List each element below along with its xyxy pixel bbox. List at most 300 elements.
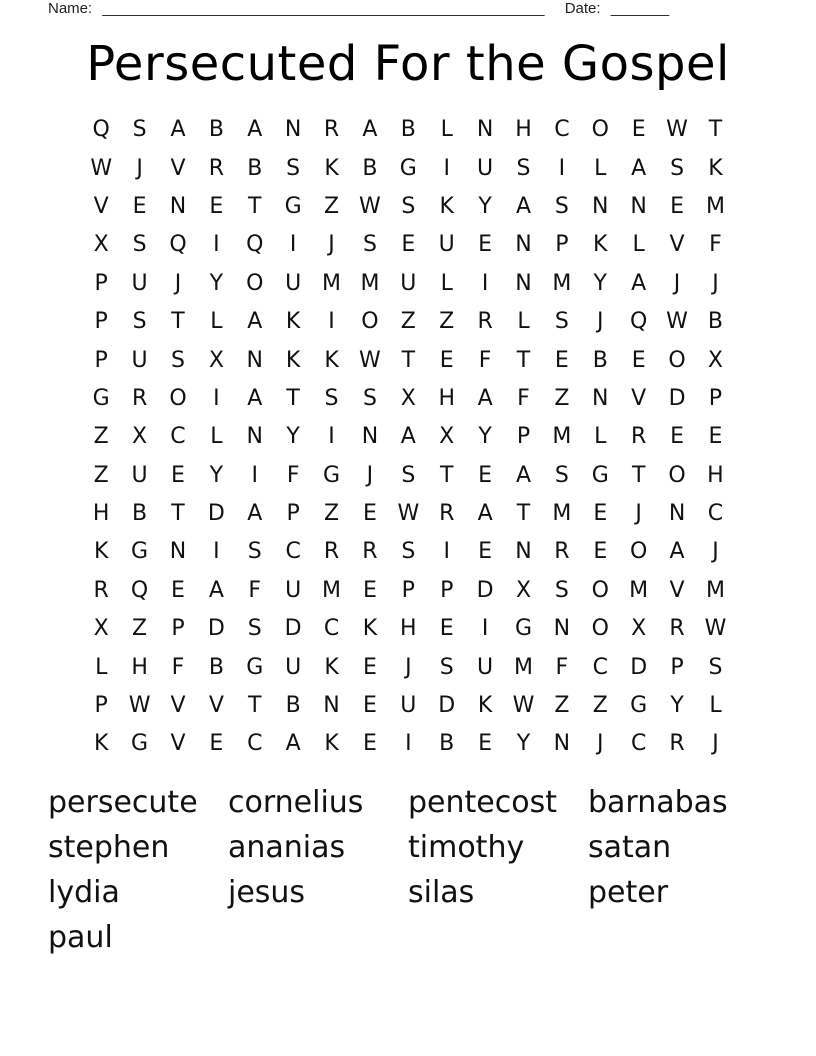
date-blank-field[interactable]: _______: [610, 0, 670, 17]
grid-letter: K: [593, 232, 608, 258]
grid-letter: I: [213, 539, 220, 565]
date-label: Date:: [564, 0, 601, 17]
name-date-line: [48, 0, 669, 18]
grid-letter: F: [555, 654, 569, 680]
grid-letter: T: [516, 501, 531, 527]
grid-letter: K: [324, 731, 339, 757]
grid-letter: W: [359, 347, 381, 373]
grid-letter: N: [515, 232, 532, 258]
grid-letter: V: [631, 385, 647, 411]
grid-letter: S: [286, 155, 301, 181]
grid-letter: X: [208, 347, 224, 373]
grid-letter: D: [284, 616, 302, 642]
grid-letter: E: [171, 462, 185, 488]
grid-letter: P: [94, 693, 108, 719]
grid-letter: G: [591, 462, 609, 488]
grid-letter: X: [400, 385, 416, 411]
grid-letter: W: [359, 193, 381, 219]
grid-letter: Z: [554, 385, 570, 411]
grid-letter: I: [443, 539, 450, 565]
grid-letter: R: [208, 155, 225, 181]
grid-letter: I: [251, 462, 258, 488]
grid-letter: D: [438, 693, 456, 719]
grid-letter: Z: [554, 693, 570, 719]
word-bank-item: jesus: [228, 875, 306, 910]
grid-letter: Z: [324, 193, 340, 219]
grid-letter: C: [592, 654, 608, 680]
grid-letter: Z: [93, 424, 109, 450]
grid-letter: X: [439, 424, 455, 450]
grid-row: [82, 380, 735, 418]
grid-letter: I: [481, 616, 489, 642]
grid-letter: R: [131, 385, 148, 411]
grid-letter: T: [439, 462, 454, 488]
grid-letter: Y: [478, 424, 492, 450]
grid-letter: K: [708, 155, 723, 181]
grid-letter: N: [553, 731, 571, 757]
grid-row: [82, 418, 735, 456]
grid-letter: E: [362, 693, 377, 719]
grid-letter: C: [707, 501, 724, 527]
grid-row: [82, 149, 735, 187]
grid-letter: E: [362, 654, 377, 680]
grid-letter: A: [515, 462, 532, 488]
grid-letter: G: [131, 731, 149, 757]
grid-letter: A: [208, 577, 224, 603]
grid-letter: G: [514, 616, 533, 642]
grid-letter: C: [630, 731, 647, 757]
grid-letter: E: [478, 462, 493, 488]
grid-letter: K: [362, 616, 378, 642]
grid-letter: I: [328, 309, 335, 335]
grid-letter: I: [213, 232, 220, 258]
grid-letter: S: [362, 232, 377, 258]
grid-letter: S: [247, 616, 262, 642]
grid-letter: B: [362, 155, 378, 181]
grid-letter: E: [554, 347, 569, 373]
grid-letter: I: [443, 155, 450, 181]
grid-letter: E: [439, 347, 454, 373]
grid-letter: S: [554, 577, 569, 603]
grid-letter: A: [515, 193, 532, 219]
word-bank-item: barnabas: [588, 785, 728, 820]
grid-letter: M: [705, 577, 725, 603]
grid-letter: T: [171, 309, 185, 335]
grid-letter: Q: [630, 309, 648, 335]
grid-letter: S: [401, 462, 416, 488]
grid-letter: S: [439, 654, 454, 680]
grid-letter: M: [514, 654, 533, 680]
word-bank-item: satan: [588, 830, 672, 865]
grid-letter: N: [169, 193, 187, 219]
grid-letter: S: [554, 462, 569, 488]
grid-letter: S: [247, 539, 262, 565]
grid-letter: C: [285, 539, 301, 565]
grid-letter: S: [516, 155, 531, 181]
grid-letter: G: [323, 462, 341, 488]
grid-row: [82, 226, 735, 264]
word-bank: [48, 780, 768, 960]
grid-letter: Q: [130, 577, 149, 603]
grid-letter: U: [400, 693, 417, 719]
grid-letter: B: [132, 501, 148, 527]
grid-row: [82, 533, 735, 571]
grid-letter: E: [209, 193, 224, 219]
grid-letter: K: [285, 347, 301, 373]
grid-letter: K: [93, 539, 109, 565]
grid-letter: P: [94, 270, 108, 296]
grid-letter: N: [515, 539, 532, 565]
grid-letter: F: [709, 232, 722, 258]
grid-letter: P: [401, 577, 415, 603]
grid-letter: P: [670, 654, 684, 680]
grid-letter: Z: [93, 462, 109, 488]
grid-letter: O: [668, 462, 686, 488]
grid-letter: C: [323, 616, 340, 642]
grid-letter: L: [210, 309, 223, 335]
grid-letter: B: [439, 731, 455, 757]
grid-letter: R: [93, 577, 109, 603]
grid-letter: I: [558, 155, 566, 181]
grid-letter: A: [631, 270, 647, 296]
grid-letter: W: [397, 501, 420, 527]
grid-letter: N: [323, 693, 340, 719]
grid-row: [82, 687, 735, 725]
grid-letter: B: [208, 654, 224, 680]
grid-letter: W: [666, 117, 688, 143]
grid-letter: B: [707, 309, 723, 335]
word-bank-item: stephen: [48, 830, 170, 865]
grid-letter: I: [328, 424, 335, 450]
grid-letter: M: [552, 501, 572, 527]
grid-letter: O: [591, 616, 609, 642]
grid-letter: U: [285, 577, 302, 603]
grid-letter: Z: [400, 309, 416, 335]
grid-letter: G: [92, 385, 110, 411]
grid-letter: B: [592, 347, 608, 373]
grid-letter: R: [554, 539, 570, 565]
grid-letter: E: [362, 501, 377, 527]
grid-letter: F: [248, 577, 262, 603]
grid-letter: K: [285, 309, 301, 335]
grid-letter: Z: [132, 616, 148, 642]
grid-letter: E: [362, 577, 377, 603]
grid-letter: N: [284, 117, 302, 143]
grid-letter: C: [247, 731, 263, 757]
grid-letter: J: [136, 155, 143, 181]
grid-letter: V: [208, 693, 224, 719]
grid-letter: H: [92, 501, 110, 527]
grid-letter: J: [405, 654, 412, 680]
grid-row: [82, 457, 735, 495]
grid-letter: S: [132, 232, 147, 258]
word-bank-item: peter: [588, 875, 669, 910]
grid-letter: G: [284, 193, 302, 219]
grid-letter: E: [593, 501, 608, 527]
grid-letter: M: [322, 577, 342, 603]
grid-letter: M: [360, 270, 380, 296]
grid-letter: J: [597, 731, 604, 757]
grid-letter: J: [673, 270, 681, 296]
page-title: Persecuted For the Gospel: [86, 36, 730, 92]
grid-letter: J: [328, 232, 335, 258]
grid-letter: S: [554, 309, 569, 335]
grid-letter: U: [285, 270, 302, 296]
grid-letter: L: [594, 155, 607, 181]
grid-letter: O: [668, 347, 686, 373]
grid-letter: I: [213, 385, 220, 411]
word-bank-item: timothy: [408, 830, 525, 865]
grid-letter: A: [669, 539, 685, 565]
grid-letter: T: [248, 693, 262, 719]
grid-letter: Y: [516, 731, 531, 757]
grid-letter: M: [552, 270, 572, 296]
grid-letter: N: [592, 385, 609, 411]
grid-letter: B: [285, 693, 301, 719]
grid-letter: C: [554, 117, 570, 143]
grid-letter: N: [169, 539, 187, 565]
grid-letter: E: [593, 539, 608, 565]
grid-letter: W: [90, 155, 113, 181]
grid-letter: G: [630, 693, 648, 719]
grid-letter: Z: [324, 501, 340, 527]
grid-letter: N: [630, 193, 647, 219]
grid-letter: A: [285, 731, 301, 757]
grid-letter: Z: [592, 693, 608, 719]
grid-letter: E: [209, 731, 224, 757]
grid-letter: H: [400, 616, 417, 642]
name-label: Name:: [48, 0, 93, 17]
grid-letter: Q: [92, 117, 110, 143]
grid-letter: T: [171, 501, 185, 527]
grid-letter: P: [708, 385, 723, 411]
word-bank-item: persecute: [48, 785, 198, 820]
grid-letter: E: [362, 731, 377, 757]
grid-letter: A: [477, 501, 493, 527]
grid-letter: J: [712, 270, 719, 296]
grid-letter: T: [286, 385, 300, 411]
grid-letter: P: [440, 577, 454, 603]
grid-letter: F: [517, 385, 530, 411]
grid-letter: K: [93, 731, 109, 757]
grid-letter: W: [128, 693, 151, 719]
grid-letter: O: [591, 577, 609, 603]
grid-letter: B: [247, 155, 263, 181]
grid-letter: E: [670, 193, 684, 219]
grid-letter: O: [246, 270, 264, 296]
grid-letter: J: [712, 731, 719, 757]
grid-letter: T: [516, 347, 531, 373]
grid-letter: R: [477, 309, 493, 335]
grid-letter: O: [169, 385, 187, 411]
grid-letter: X: [132, 424, 148, 450]
grid-letter: P: [171, 616, 185, 642]
grid-letter: J: [712, 539, 719, 565]
grid-letter: U: [131, 462, 148, 488]
grid-row: [82, 188, 735, 226]
grid-letter: V: [669, 577, 685, 603]
grid-letter: W: [512, 693, 535, 719]
grid-letter: N: [553, 616, 571, 642]
grid-letter: I: [289, 232, 297, 258]
grid-letter: L: [709, 693, 722, 719]
grid-letter: G: [131, 539, 149, 565]
grid-letter: Y: [478, 193, 492, 219]
grid-letter: R: [439, 501, 455, 527]
grid-letter: R: [362, 539, 378, 565]
grid-row: [82, 265, 735, 303]
grid-letter: H: [131, 654, 148, 680]
grid-row: [82, 648, 735, 686]
grid-letter: A: [247, 117, 263, 143]
grid-letter: V: [170, 693, 186, 719]
grid-letter: H: [707, 462, 724, 488]
grid-letter: K: [324, 347, 339, 373]
grid-letter: E: [478, 731, 493, 757]
grid-letter: M: [629, 577, 649, 603]
grid-letter: S: [170, 347, 185, 373]
grid-letter: X: [515, 577, 532, 603]
grid-letter: L: [517, 309, 530, 335]
grid-letter: A: [247, 309, 263, 335]
grid-letter: V: [170, 731, 186, 757]
grid-letter: N: [246, 347, 263, 373]
grid-letter: S: [670, 155, 685, 181]
grid-row: [82, 495, 735, 533]
grid-letter: S: [324, 385, 339, 411]
grid-letter: M: [705, 193, 725, 219]
grid-letter: T: [248, 193, 262, 219]
grid-letter: L: [594, 424, 607, 450]
grid-letter: A: [631, 155, 647, 181]
grid-letter: B: [208, 117, 224, 143]
word-bank-item: lydia: [48, 875, 120, 910]
grid-letter: G: [246, 654, 264, 680]
grid-letter: N: [361, 424, 379, 450]
grid-letter: D: [207, 616, 225, 642]
grid-letter: T: [708, 117, 723, 143]
grid-letter: V: [669, 232, 685, 258]
grid-letter: J: [366, 462, 374, 488]
grid-letter: N: [515, 270, 532, 296]
grid-letter: K: [324, 654, 339, 680]
grid-letter: U: [131, 347, 148, 373]
grid-letter: N: [246, 424, 263, 450]
word-bank-item: pentecost: [408, 785, 557, 820]
grid-row: [82, 572, 735, 610]
grid-letter: A: [400, 424, 416, 450]
grid-row: [82, 111, 735, 149]
grid-letter: X: [631, 616, 647, 642]
grid-letter: K: [477, 693, 493, 719]
grid-letter: P: [286, 501, 300, 527]
grid-letter: E: [670, 424, 684, 450]
grid-letter: S: [554, 193, 569, 219]
grid-letter: N: [668, 501, 686, 527]
grid-letter: K: [324, 155, 339, 181]
grid-letter: E: [631, 347, 646, 373]
grid-letter: C: [170, 424, 186, 450]
grid-letter: U: [477, 155, 494, 181]
grid-row: [82, 610, 735, 648]
grid-letter: A: [477, 385, 493, 411]
grid-letter: Y: [286, 424, 300, 450]
grid-letter: L: [210, 424, 223, 450]
name-blank-field[interactable]: _____________________________________________________: [102, 0, 545, 17]
grid-letter: O: [630, 539, 648, 565]
grid-letter: B: [400, 117, 416, 143]
word-bank-item: paul: [48, 920, 113, 955]
grid-letter: E: [478, 232, 493, 258]
grid-letter: P: [94, 347, 108, 373]
grid-letter: J: [635, 501, 642, 527]
grid-letter: T: [631, 462, 646, 488]
word-bank-item: cornelius: [228, 785, 364, 820]
grid-letter: J: [174, 270, 182, 296]
grid-letter: Y: [593, 270, 607, 296]
grid-letter: T: [401, 347, 416, 373]
grid-letter: F: [286, 462, 300, 488]
grid-letter: X: [93, 232, 109, 258]
grid-letter: F: [171, 654, 185, 680]
grid-letter: R: [631, 424, 647, 450]
grid-letter: S: [708, 654, 723, 680]
grid-letter: P: [516, 424, 531, 450]
grid-letter: Q: [246, 232, 264, 258]
grid-letter: O: [591, 117, 609, 143]
grid-letter: O: [361, 309, 379, 335]
grid-letter: L: [440, 117, 453, 143]
grid-letter: M: [322, 270, 342, 296]
grid-letter: R: [323, 539, 340, 565]
grid-letter: G: [399, 155, 417, 181]
word-search-grid: [82, 111, 735, 764]
grid-letter: Z: [439, 309, 455, 335]
grid-letter: H: [515, 117, 532, 143]
grid-letter: F: [478, 347, 492, 373]
grid-letter: H: [438, 385, 455, 411]
grid-letter: E: [631, 117, 646, 143]
grid-letter: S: [132, 309, 147, 335]
grid-letter: E: [401, 232, 416, 258]
grid-letter: A: [170, 117, 186, 143]
grid-row: [82, 725, 735, 763]
grid-letter: S: [132, 117, 147, 143]
grid-letter: A: [247, 501, 263, 527]
grid-letter: D: [668, 385, 686, 411]
grid-letter: A: [247, 385, 263, 411]
grid-letter: U: [131, 270, 148, 296]
grid-letter: P: [94, 309, 108, 335]
grid-letter: A: [362, 117, 378, 143]
grid-letter: L: [632, 232, 645, 258]
grid-row: [82, 341, 735, 379]
grid-letter: R: [669, 731, 685, 757]
grid-letter: X: [707, 347, 723, 373]
grid-letter: W: [704, 616, 727, 642]
grid-letter: U: [400, 270, 417, 296]
grid-letter: X: [93, 616, 109, 642]
grid-letter: E: [171, 577, 185, 603]
grid-letter: D: [630, 654, 648, 680]
grid-letter: D: [207, 501, 225, 527]
grid-letter: E: [439, 616, 454, 642]
grid-letter: E: [478, 539, 493, 565]
grid-letter: E: [708, 424, 723, 450]
grid-letter: M: [552, 424, 572, 450]
grid-letter: E: [132, 193, 147, 219]
grid-letter: V: [93, 193, 109, 219]
